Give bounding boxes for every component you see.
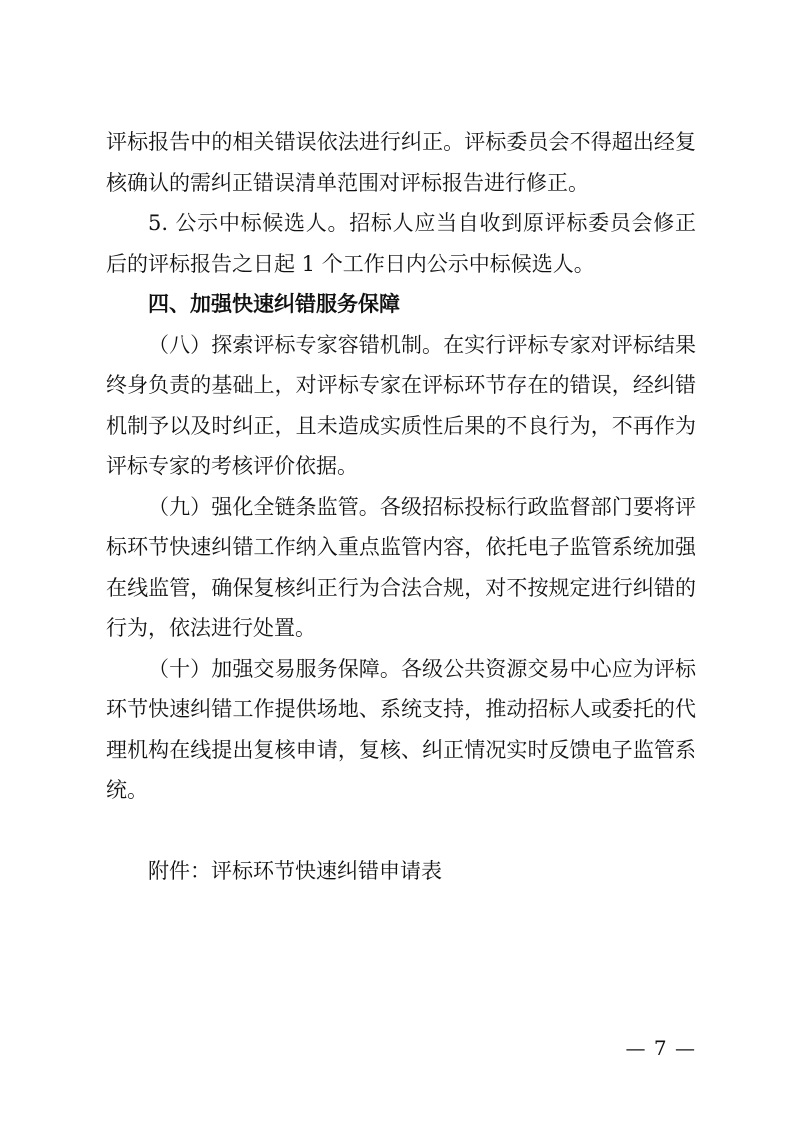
paragraph-item-nine: （九）强化全链条监管。各级招标投标行政监督部门要将评标环节快速纠错工作纳入重点监管内容，依托电子监管系统加强在线监管，确保复核纠正行为合法合规，对不按规定进行纠错的行为，依法进行处置。 xyxy=(106,494,696,640)
paragraph-publicize-candidates: 5. 公示中标候选人。招标人应当自收到原评标委员会修正后的评标报告之日起 1 个工作日内公示中标候选人。 xyxy=(106,211,696,276)
document-body xyxy=(106,122,696,891)
page-number: — 7 — xyxy=(625,1036,696,1060)
section-heading-four: 四、加强快速纠错服务保障 xyxy=(148,292,400,316)
paragraph-item-eight: （八）探索评标专家容错机制。在实行评标专家对评标结果终身负责的基础上，对评标专家在评标环节存在的错误，经纠错机制予以及时纠正，且未造成实质性后果的不良行为，不再作为评标专家的考核评价依据。 xyxy=(106,332,696,478)
paragraph-item-ten: （十）加强交易服务保障。各级公共资源交易中心应为评标环节快速纠错工作提供场地、系统支持，推动招标人或委托的代理机构在线提出复核申请，复核、纠正情况实时反馈电子监管系统。 xyxy=(106,656,696,802)
paragraph-correction-continued: 评标报告中的相关错误依法进行纠正。评标委员会不得超出经复核确认的需纠正错误清单范围对评标报告进行修正。 xyxy=(106,130,696,195)
attachment-line: 附件：评标环节快速纠错申请表 xyxy=(148,858,442,883)
